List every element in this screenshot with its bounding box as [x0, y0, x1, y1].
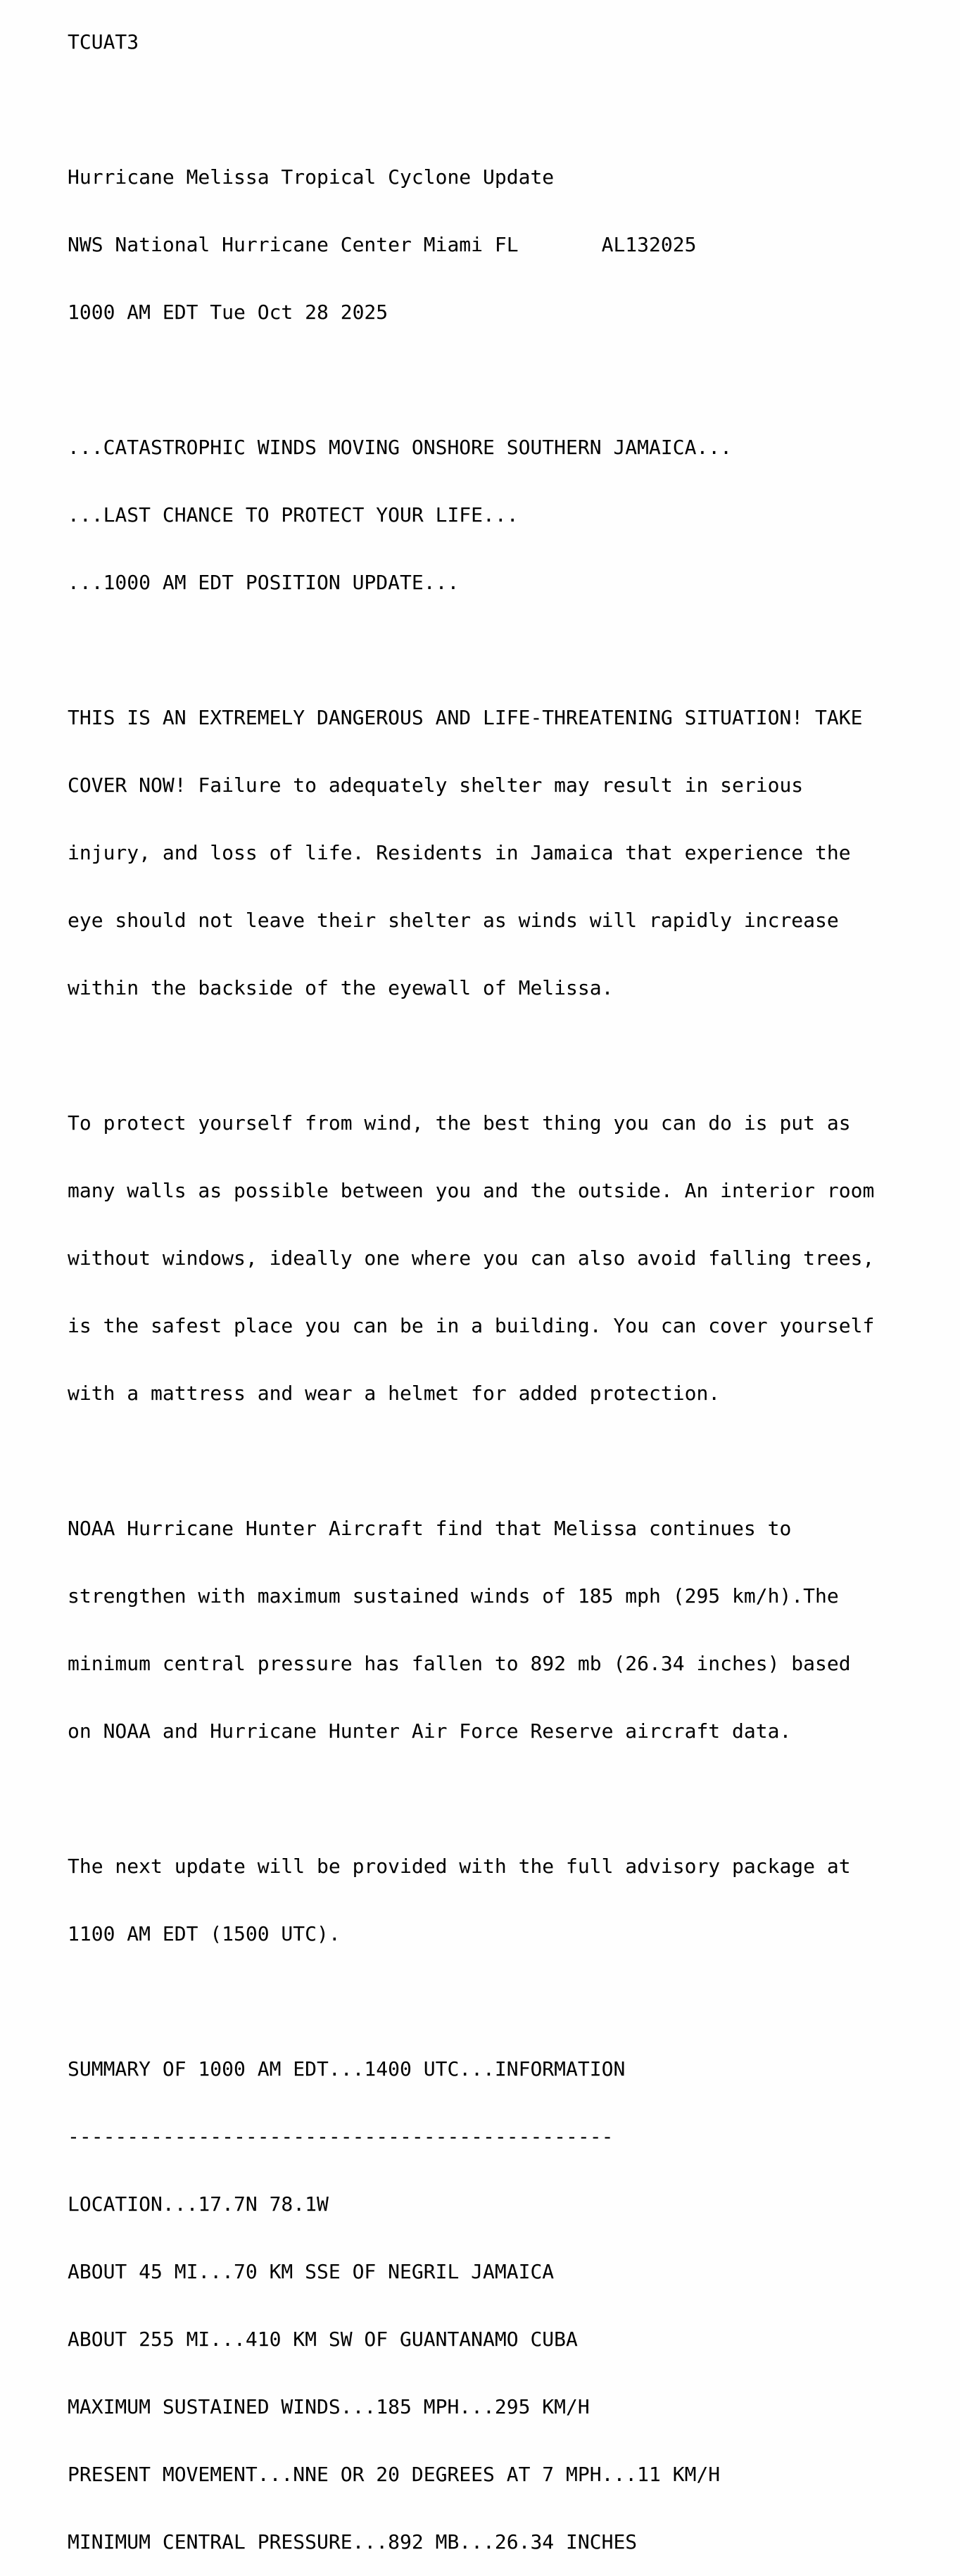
blank-line [68, 369, 874, 391]
protection-line: many walls as possible between you and the outside. An interior room [68, 1179, 875, 1202]
protection-line: with a mattress and wear a helmet for added protection. [68, 1382, 721, 1405]
observation-line: on NOAA and Hurricane Hunter Air Force Reserve aircraft data. [68, 1719, 792, 1743]
observation-line: minimum central pressure has fallen to 892 mb (26.34 inches) based [68, 1652, 851, 1675]
headline: ...LAST CHANCE TO PROTECT YOUR LIFE... [68, 503, 519, 526]
blank-line [68, 1450, 874, 1472]
product-code: TCUAT3 [68, 30, 139, 53]
warning-line: within the backside of the eyewall of Melissa. [68, 976, 614, 999]
protection-line: without windows, ideally one where you can also avoid falling trees, [68, 1246, 875, 1270]
blank-line [68, 1788, 874, 1810]
summary-distance-negril: ABOUT 45 MI...70 KM SSE OF NEGRIL JAMAICA [68, 2260, 555, 2283]
summary-distance-guantanamo: ABOUT 255 MI...410 KM SW OF GUANTANAMO CUBA [68, 2328, 578, 2351]
observation-line: strengthen with maximum sustained winds of 185 mph (295 km/h).The [68, 1584, 839, 1608]
issuing-office: NWS National Hurricane Center Miami FL AL132025 [68, 233, 697, 256]
observation-line: NOAA Hurricane Hunter Aircraft find that Melissa continues to [68, 1517, 792, 1540]
summary-location: LOCATION...17.7N 78.1W [68, 2192, 329, 2216]
warning-line: THIS IS AN EXTREMELY DANGEROUS AND LIFE-THREATENING SITUATION! TAKE [68, 706, 863, 729]
headline: ...CATASTROPHIC WINDS MOVING ONSHORE SOUTHERN JAMAICA... [68, 436, 733, 459]
advisory-title: Hurricane Melissa Tropical Cyclone Update [68, 165, 555, 189]
summary-pressure: MINIMUM CENTRAL PRESSURE...892 MB...26.34 INCHES [68, 2530, 638, 2553]
advisory-document [68, 0, 874, 2576]
protection-line: is the safest place you can be in a building. You can cover yourself [68, 1314, 875, 1337]
headline: ...1000 AM EDT POSITION UPDATE... [68, 571, 460, 594]
summary-rule: ---------------------------------------------- [68, 2125, 614, 2148]
protection-line: To protect yourself from wind, the best thing you can do is put as [68, 1111, 851, 1135]
summary-movement: PRESENT MOVEMENT...NNE OR 20 DEGREES AT 7 MPH...11 KM/H [68, 2463, 721, 2486]
warning-line: eye should not leave their shelter as winds will rapidly increase [68, 909, 839, 932]
warning-line: injury, and loss of life. Residents in Jamaica that experience the [68, 841, 851, 864]
next-update-line: 1100 AM EDT (1500 UTC). [68, 1922, 341, 1945]
next-update-line: The next update will be provided with the full advisory package at [68, 1855, 851, 1878]
blank-line [68, 99, 874, 121]
blank-line [68, 639, 874, 662]
summary-heading: SUMMARY OF 1000 AM EDT...1400 UTC...INFORMATION [68, 2057, 626, 2081]
blank-line [68, 1990, 874, 2013]
summary-max-winds: MAXIMUM SUSTAINED WINDS...185 MPH...295 KM/H [68, 2395, 590, 2418]
warning-line: COVER NOW! Failure to adequately shelter may result in serious [68, 774, 804, 797]
blank-line [68, 1044, 874, 1067]
issue-time: 1000 AM EDT Tue Oct 28 2025 [68, 301, 389, 324]
